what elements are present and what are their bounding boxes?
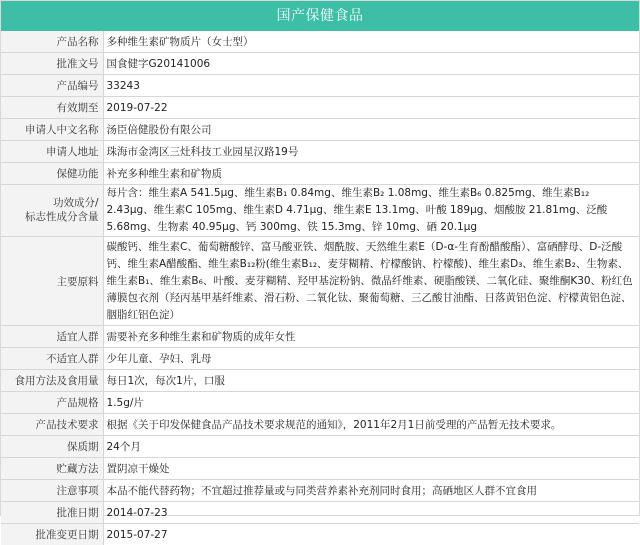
row-dosage <box>1 370 639 392</box>
field-label <box>1 185 103 237</box>
field-label: 有效期至 <box>1 97 103 119</box>
field-label: 不适宜人群 <box>1 348 103 370</box>
row-suitable-population <box>1 326 639 348</box>
main-ingredients-value: 碳酸钙、维生素C、葡萄糖酸锌、富马酸亚铁、烟酰胺、天然维生素E（D-α-生育酚醋酸酯）、富硒酵母、D-泛酸钙、维生素A醋酸酯、维生素B₁₂粉(维生素B₁₂、麦芽糊精、柠檬酸钠、柠檬酸)、维生素D₃、维生素B₂、生物素、维生素B₁、维生素B₆、叶酸、麦芽糊精、羟甲基淀粉钠、微晶纤维素、硬脂酸镁、二氧化硅、聚维酮K30、粉红色薄膜包衣剂（羟丙基甲基纤维素、滑石粉、二氧化钛、聚葡萄糖、三乙酸甘油酯、日落黄铝色淀、柠檬黄铝色淀、胭脂红铝色淀） <box>103 237 639 326</box>
row-product-id <box>1 75 639 97</box>
field-label: 保健功能 <box>1 163 103 185</box>
row-approval-number <box>1 53 639 75</box>
row-technical-requirements <box>1 414 639 436</box>
health-function-value: 补充多种维生素和矿物质 <box>103 163 639 185</box>
field-label: 申请人中文名称 <box>1 119 103 141</box>
unsuitable-population-value: 少年儿童、孕妇、乳母 <box>103 348 639 370</box>
functional-ingredients-value: 每片含：维生素A 541.5μg、维生素B₁ 0.84mg、维生素B₂ 1.08mg、维生素B₆ 0.825mg、维生素B₁₂ 2.43μg、维生素C 105mg、维生素D 4.71μg、维生素E 13.1mg、叶酸 189μg、烟酸胺 21.81mg、泛酸 5.68mg、生物素 40.95μg、钙 300mg、铁 15.3mg、锌 10mg、硒 20.1μg <box>103 185 639 237</box>
field-label: 贮藏方法 <box>1 458 103 480</box>
field-label: 批准变更日期 <box>1 524 103 545</box>
product-id-value: 33243 <box>103 75 639 97</box>
row-change-approval-date <box>1 524 639 545</box>
change-approval-date-value: 2015-07-27 <box>103 524 639 545</box>
row-main-ingredients <box>1 237 639 326</box>
field-label: 主要原料 <box>1 237 103 326</box>
row-applicant-name <box>1 119 639 141</box>
product-name-value: 多种维生素矿物质片（女士型） <box>103 31 639 53</box>
field-label: 注意事项 <box>1 480 103 502</box>
page-title: 国产保健食品 <box>1 1 639 31</box>
row-applicant-address <box>1 141 639 163</box>
suitable-population-value: 需要补充多种维生素和矿物质的成年女性 <box>103 326 639 348</box>
field-label: 产品规格 <box>1 392 103 414</box>
row-shelf-life <box>1 436 639 458</box>
applicant-address-value: 珠海市金湾区三灶科技工业园星汉路19号 <box>103 141 639 163</box>
storage-value: 置阴凉干燥处 <box>103 458 639 480</box>
row-functional-ingredients <box>1 185 639 237</box>
field-label: 适宜人群 <box>1 326 103 348</box>
valid-until-value: 2019-07-22 <box>103 97 639 119</box>
row-product-name <box>1 31 639 53</box>
technical-requirements-value: 根据《关于印发保健食品产品技术要求规范的通知》，2011年2月1日前受理的产品暂无技术要求。 <box>103 414 639 436</box>
row-storage <box>1 458 639 480</box>
field-label: 批准日期 <box>1 502 103 524</box>
row-health-function <box>1 163 639 185</box>
row-precautions <box>1 480 639 502</box>
field-label-line: 标志性成分含量 <box>25 211 99 223</box>
shelf-life-value: 24个月 <box>103 436 639 458</box>
field-label: 批准文号 <box>1 53 103 75</box>
field-label: 产品名称 <box>1 31 103 53</box>
applicant-name-value: 汤臣倍健股份有限公司 <box>103 119 639 141</box>
row-unsuitable-population <box>1 348 639 370</box>
row-approval-date <box>1 502 639 524</box>
field-label: 产品编号 <box>1 75 103 97</box>
field-label: 产品技术要求 <box>1 414 103 436</box>
approval-number-value: 国食健字G20141006 <box>103 53 639 75</box>
row-valid-until <box>1 97 639 119</box>
field-label: 保质期 <box>1 436 103 458</box>
field-label-line: 功效成分/ <box>53 197 99 209</box>
product-info-table <box>1 31 639 545</box>
row-specification <box>1 392 639 414</box>
approval-date-value: 2014-07-23 <box>103 502 639 524</box>
dosage-value: 每日1次，每次1片，口服 <box>103 370 639 392</box>
specification-value: 1.5g/片 <box>103 392 639 414</box>
precautions-value: 本品不能代替药物；不宜超过推荐量或与同类营养素补充剂同时食用；高硒地区人群不宜食用 <box>103 480 639 502</box>
field-label: 食用方法及食用量 <box>1 370 103 392</box>
field-label: 申请人地址 <box>1 141 103 163</box>
